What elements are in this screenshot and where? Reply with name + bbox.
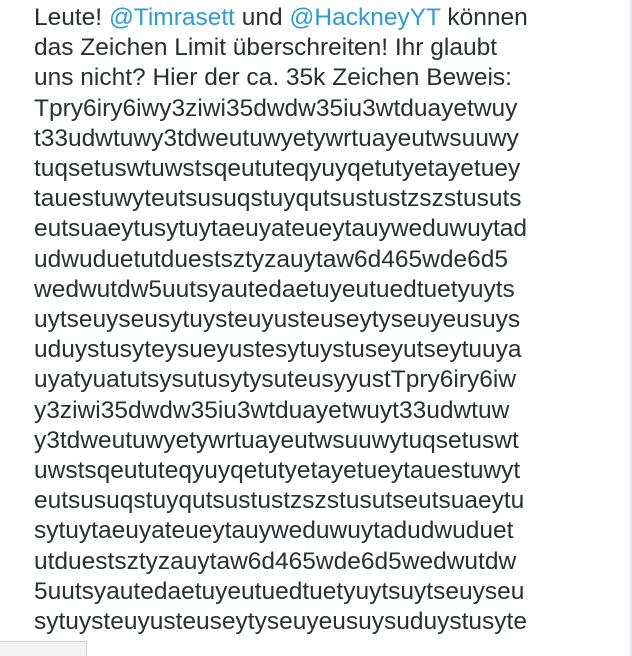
mention-link-timrasett[interactable]: @Timrasett	[108, 4, 235, 31]
body-line: Tpry6iry6iwy3ziwi35dwdw35iu3wtduayetwuy	[34, 94, 518, 122]
body-line: uytseuyseusytuysteuyusteuseytyseuyeusuys	[34, 306, 521, 334]
intro-prefix: Leute!	[34, 4, 109, 31]
body-line: t33udwtuwy3tdweutuwyetywrtuayeutwsuuwy	[34, 124, 519, 152]
body-line: sytuytaeuyateueytauyweduwuytadudwuduet	[34, 517, 514, 545]
mention-link-hackneyyt[interactable]: @HackneyYT	[289, 4, 441, 31]
intro-suffix: können	[440, 4, 528, 31]
body-line: utduestsztyzauytaw6d465wde6d5wedwutdw	[34, 547, 517, 575]
tweet-line-3: uns nicht? Hier der ca. 35k Zeichen Beweis:	[34, 64, 512, 92]
intro-middle: und	[235, 4, 290, 31]
body-line: uwstsqeututeqyuyqetutyetayetueytauestuwyt	[34, 457, 521, 485]
body-line: tuqsetuswtuwstsqeututeqyuyqetutyetayetuey	[34, 155, 521, 183]
body-line: eutsuaeytusytuytaeuyateueytauyweduwuytad	[34, 215, 528, 243]
body-line: uyatyuatutsysutusytysuteusyyustTpry6iry6iw	[34, 366, 517, 394]
body-line: sytuysteuyusteuseytyseuyeusuysuduystusyte	[34, 608, 527, 636]
horizontal-scrollbar[interactable]	[0, 641, 87, 656]
body-line: eutsusuqstuyqutsustustzszstusutseutsuaeytu	[34, 487, 525, 515]
body-line: y3tdweutuwyetywrtuayeutwsuuwytuqsetuswt	[34, 426, 519, 454]
body-line: uduystusyteysueyustesytuystuseyutseytuuya	[34, 336, 522, 364]
body-line: y3ziwi35dwdw35iu3wtduayetwuyt33udwtuw	[34, 396, 510, 424]
body-line: udwuduetutduestsztyzauytaw6d465wde6d5	[34, 245, 509, 273]
body-line: 5uutsyautedaetuyeutuedtuetyuytsuytseuyseu	[34, 577, 525, 605]
tweet-line-1	[34, 3, 614, 33]
tweet-line-2: das Zeichen Limit überschreiten! Ihr glaubt	[34, 34, 498, 62]
body-line: wedwutdw5uutsyautedaetuyeutuedtuetyuyts	[34, 275, 515, 303]
tweet-text	[34, 3, 614, 637]
body-line: tauestuwyteutsusuqstuyqutsustustzszstusuts	[34, 185, 522, 213]
